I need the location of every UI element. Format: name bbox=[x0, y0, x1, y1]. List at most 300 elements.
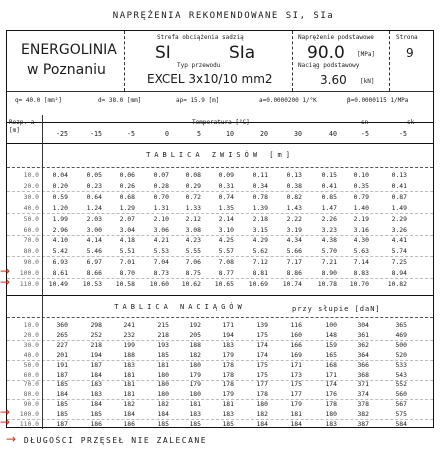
temperature-value: 10 bbox=[226, 130, 234, 138]
table-cell: 178 bbox=[222, 370, 234, 379]
table-cell: 185 bbox=[157, 350, 169, 359]
table-row bbox=[7, 399, 433, 409]
table-cell: 2.07 bbox=[119, 214, 135, 223]
table-cell: 185 bbox=[56, 400, 68, 409]
table-cell: 179 bbox=[222, 350, 234, 359]
company-name: ENERGOLINIA bbox=[21, 42, 117, 58]
table-cell: 0.34 bbox=[252, 181, 268, 190]
table-cell: 181 bbox=[157, 360, 169, 369]
temperature-value: 5 bbox=[197, 130, 201, 138]
table-cell: 0.08 bbox=[185, 171, 201, 179]
table-cell: 6.93 bbox=[52, 258, 68, 267]
table-cell: 10.78 bbox=[317, 280, 337, 288]
table-cell: 0.35 bbox=[353, 181, 369, 190]
temperature-value: -5 bbox=[127, 130, 135, 138]
table-cell: 177 bbox=[290, 390, 302, 399]
table-cell: 181 bbox=[290, 410, 302, 419]
table-cell: 0.85 bbox=[321, 192, 337, 201]
table-cell: 160 bbox=[290, 330, 302, 339]
table-cell: 2.29 bbox=[391, 214, 407, 223]
span-length: 10.0 bbox=[23, 171, 39, 179]
param-q: q= 40.0 [mm²] bbox=[15, 97, 62, 104]
table-cell: 3.23 bbox=[321, 225, 337, 234]
tension-table-subtitle: przy słupie [daN] bbox=[292, 305, 381, 313]
table-cell: 191 bbox=[56, 360, 68, 369]
table-cell: 184 bbox=[123, 410, 135, 419]
table-cell: 177 bbox=[256, 380, 268, 389]
table-cell: 3.00 bbox=[86, 225, 102, 234]
table-cell: 6.97 bbox=[86, 258, 102, 267]
table-cell: 180 bbox=[256, 400, 268, 409]
tension-label: Naciąg podstawowy bbox=[298, 62, 360, 69]
tension-value: 3.60 bbox=[320, 73, 347, 87]
table-cell: 0.38 bbox=[286, 181, 302, 190]
table-cell: 265 bbox=[56, 330, 68, 339]
temperature-header bbox=[7, 115, 433, 144]
table-cell: 3.06 bbox=[153, 225, 169, 234]
table-cell: 1.39 bbox=[252, 203, 268, 212]
table-cell: 8.70 bbox=[119, 269, 135, 278]
table-cell: 0.13 bbox=[286, 171, 302, 179]
table-cell: 171 bbox=[290, 360, 302, 369]
table-cell: 184 bbox=[90, 370, 102, 379]
table-cell: 0.70 bbox=[153, 192, 169, 201]
table-cell: 181 bbox=[123, 370, 135, 379]
table-cell: 218 bbox=[157, 330, 169, 339]
table-cell: 192 bbox=[189, 321, 201, 329]
table-cell: 186 bbox=[90, 420, 102, 428]
zone-value-sia: SIa bbox=[229, 43, 256, 63]
table-cell: 364 bbox=[357, 350, 369, 359]
table-cell: 0.15 bbox=[321, 171, 337, 179]
table-row bbox=[7, 419, 433, 429]
arrow-right-icon: → bbox=[6, 432, 18, 446]
table-row bbox=[7, 320, 433, 330]
table-row bbox=[7, 181, 433, 192]
table-row bbox=[7, 279, 433, 289]
table-cell: 4.38 bbox=[321, 236, 337, 245]
table-cell: 0.79 bbox=[353, 192, 369, 201]
table-cell: 1.35 bbox=[218, 203, 234, 212]
span-length: 50.0 bbox=[23, 360, 39, 369]
table-cell: 148 bbox=[325, 330, 337, 339]
table-cell: 304 bbox=[357, 321, 369, 329]
table-cell: 10.60 bbox=[149, 280, 169, 288]
table-cell: 100 bbox=[325, 321, 337, 329]
table-cell: 1.33 bbox=[185, 203, 201, 212]
table-cell: 575 bbox=[395, 410, 407, 419]
table-cell: 8.90 bbox=[321, 269, 337, 278]
table-cell: 194 bbox=[90, 350, 102, 359]
table-cell: 183 bbox=[325, 420, 337, 428]
table-cell: 0.64 bbox=[86, 192, 102, 201]
temperature-value: 20 bbox=[260, 130, 268, 138]
table-cell: 187 bbox=[56, 420, 68, 428]
table-cell: 215 bbox=[157, 321, 169, 329]
table-cell: 181 bbox=[123, 380, 135, 389]
temperature-value: -5 bbox=[361, 130, 369, 138]
table-cell: 3.26 bbox=[391, 225, 407, 234]
table-row bbox=[7, 235, 433, 245]
table-cell: 298 bbox=[90, 321, 102, 329]
table-row bbox=[7, 268, 433, 279]
table-cell: 232 bbox=[123, 330, 135, 339]
table-cell: 184 bbox=[157, 410, 169, 419]
table-cell: 0.59 bbox=[52, 192, 68, 201]
table-cell: 178 bbox=[256, 390, 268, 399]
table-cell: 0.74 bbox=[218, 192, 234, 201]
table-cell: 10.58 bbox=[115, 280, 135, 288]
table-cell: 173 bbox=[290, 370, 302, 379]
table-cell: 183 bbox=[189, 410, 201, 419]
table-cell: 0.20 bbox=[52, 181, 68, 190]
table-cell: 180 bbox=[157, 390, 169, 399]
table-cell: 171 bbox=[222, 321, 234, 329]
table-cell: 182 bbox=[123, 400, 135, 409]
page-number: 9 bbox=[406, 46, 414, 60]
table-cell: 185 bbox=[56, 410, 68, 419]
table-cell: 5.70 bbox=[321, 247, 337, 256]
stress-value: 90.0 bbox=[307, 43, 345, 63]
table-cell: 187 bbox=[90, 360, 102, 369]
table-cell: 10.65 bbox=[214, 280, 234, 288]
table-cell: 4.21 bbox=[153, 236, 169, 245]
table-cell: 182 bbox=[256, 410, 268, 419]
table-cell: 175 bbox=[290, 380, 302, 389]
conductor-type: EXCEL 3x10/10 mm2 bbox=[147, 72, 273, 86]
table-cell: 201 bbox=[56, 350, 68, 359]
table-cell: 5.55 bbox=[185, 247, 201, 256]
table-row bbox=[7, 192, 433, 202]
page-label: Strona bbox=[396, 34, 418, 41]
header-block bbox=[7, 31, 433, 123]
table-cell: 8.83 bbox=[353, 269, 369, 278]
table-cell: 178 bbox=[222, 360, 234, 369]
table-cell: 183 bbox=[222, 410, 234, 419]
table-cell: 175 bbox=[256, 330, 268, 339]
table-cell: 1.47 bbox=[321, 203, 337, 212]
table-cell: 533 bbox=[395, 360, 407, 369]
table-cell: 0.41 bbox=[391, 181, 407, 190]
table-cell: 0.78 bbox=[252, 192, 268, 201]
span-length: 100.0 bbox=[19, 269, 39, 278]
table-cell: 1.24 bbox=[86, 203, 102, 212]
table-cell: 567 bbox=[395, 400, 407, 409]
table-cell: 560 bbox=[395, 390, 407, 399]
span-length: 50.0 bbox=[23, 214, 39, 223]
table-cell: 3.10 bbox=[218, 225, 234, 234]
table-cell: 10.69 bbox=[248, 280, 268, 288]
temperature-label: Temperatura [°C] bbox=[192, 119, 250, 126]
table-cell: 175 bbox=[256, 360, 268, 369]
table-cell: 183 bbox=[90, 380, 102, 389]
table-cell: 182 bbox=[189, 350, 201, 359]
table-cell: 382 bbox=[357, 410, 369, 419]
table-cell: 181 bbox=[123, 390, 135, 399]
table-cell: 520 bbox=[395, 350, 407, 359]
table-cell: 2.14 bbox=[218, 214, 234, 223]
table-cell: 378 bbox=[357, 400, 369, 409]
table-cell: 4.30 bbox=[353, 236, 369, 245]
table-cell: 1.43 bbox=[286, 203, 302, 212]
table-cell: 2.10 bbox=[153, 214, 169, 223]
table-cell: 7.08 bbox=[218, 258, 234, 267]
company-city: w Poznaniu bbox=[27, 62, 106, 78]
table-cell: 7.06 bbox=[185, 258, 201, 267]
table-cell: 10.70 bbox=[349, 280, 369, 288]
table-cell: 7.17 bbox=[286, 258, 302, 267]
table-cell: 3.19 bbox=[286, 225, 302, 234]
zone-label: Strefa obciążenia sadzią bbox=[157, 34, 244, 41]
conductor-type-label: Typ przewodu bbox=[177, 62, 221, 69]
table-cell: 175 bbox=[256, 370, 268, 379]
table-cell: 183 bbox=[90, 390, 102, 399]
table-cell: 174 bbox=[256, 340, 268, 349]
table-cell: 8.73 bbox=[153, 269, 169, 278]
table-cell: 1.31 bbox=[153, 203, 169, 212]
table-cell: 0.05 bbox=[86, 171, 102, 179]
table-cell: 184 bbox=[290, 420, 302, 428]
table-cell: 181 bbox=[189, 400, 201, 409]
table-cell: 1.99 bbox=[52, 214, 68, 223]
table-cell: 360 bbox=[56, 321, 68, 329]
table-cell: 183 bbox=[222, 340, 234, 349]
arrow-right-icon: → bbox=[0, 275, 11, 289]
temperature-value: -25 bbox=[56, 130, 68, 138]
table-cell: 165 bbox=[325, 350, 337, 359]
span-length: 90.0 bbox=[23, 400, 39, 409]
table-cell: 185 bbox=[56, 380, 68, 389]
table-cell: 3.15 bbox=[252, 225, 268, 234]
table-cell: 205 bbox=[189, 330, 201, 339]
table-cell: 116 bbox=[290, 321, 302, 329]
table-cell: 8.66 bbox=[86, 269, 102, 278]
table-cell: 178 bbox=[325, 400, 337, 409]
table-cell: 185 bbox=[90, 410, 102, 419]
span-length: 20.0 bbox=[23, 181, 39, 190]
table-cell: 241 bbox=[123, 321, 135, 329]
table-cell: 584 bbox=[395, 420, 407, 428]
table-cell: 5.63 bbox=[353, 247, 369, 256]
span-length: 40.0 bbox=[23, 350, 39, 359]
table-cell: 4.29 bbox=[252, 236, 268, 245]
page-title: NAPRĘŻENIA REKOMENDOWANE SI, SIa bbox=[112, 11, 335, 21]
table-cell: 179 bbox=[222, 390, 234, 399]
table-cell: 10.53 bbox=[82, 280, 102, 288]
table-cell: 1.29 bbox=[119, 203, 135, 212]
temperature-values bbox=[7, 129, 433, 139]
arrow-right-icon: → bbox=[0, 405, 11, 420]
table-cell: 183 bbox=[123, 360, 135, 369]
table-cell: 5.46 bbox=[86, 247, 102, 256]
span-length: 110.0 bbox=[19, 280, 39, 288]
table-cell: 5.62 bbox=[252, 247, 268, 256]
table-cell: 180 bbox=[325, 410, 337, 419]
table-cell: 185 bbox=[189, 420, 201, 428]
temperature-value: 40 bbox=[329, 130, 337, 138]
tension-table bbox=[7, 295, 433, 429]
table-cell: 7.25 bbox=[391, 258, 407, 267]
table-cell: 174 bbox=[256, 350, 268, 359]
table-cell: 7.12 bbox=[252, 258, 268, 267]
table-cell: 168 bbox=[325, 360, 337, 369]
table-cell: 5.74 bbox=[391, 247, 407, 256]
table-cell: 174 bbox=[325, 380, 337, 389]
table-cell: 180 bbox=[189, 390, 201, 399]
table-cell: 0.31 bbox=[218, 181, 234, 190]
table-cell: 0.23 bbox=[86, 181, 102, 190]
span-length: 70.0 bbox=[23, 236, 39, 245]
table-cell: 180 bbox=[157, 370, 169, 379]
table-cell: 182 bbox=[157, 400, 169, 409]
span-label: Rozp. a [m] bbox=[9, 119, 35, 134]
table-cell: 4.10 bbox=[52, 236, 68, 245]
table-cell: 2.18 bbox=[252, 214, 268, 223]
stress-unit: [MPa] bbox=[357, 51, 376, 58]
table-cell: 187 bbox=[56, 370, 68, 379]
table-cell: 0.26 bbox=[119, 181, 135, 190]
table-cell: 4.23 bbox=[185, 236, 201, 245]
table-cell: 2.03 bbox=[86, 214, 102, 223]
span-length: 90.0 bbox=[23, 258, 39, 267]
table-cell: 3.08 bbox=[185, 225, 201, 234]
table-cell: 0.06 bbox=[119, 171, 135, 179]
table-row bbox=[7, 340, 433, 350]
table-cell: 193 bbox=[157, 340, 169, 349]
table-cell: 2.26 bbox=[321, 214, 337, 223]
table-cell: 500 bbox=[395, 340, 407, 349]
table-cell: 185 bbox=[157, 420, 169, 428]
table-cell: 169 bbox=[290, 350, 302, 359]
document-frame bbox=[6, 30, 434, 428]
table-cell: 7.14 bbox=[353, 258, 369, 267]
table-cell: 139 bbox=[256, 321, 268, 329]
table-cell: 166 bbox=[290, 340, 302, 349]
span-length: 70.0 bbox=[23, 380, 39, 389]
stress-label: Naprężenie podstawowe bbox=[298, 34, 374, 41]
table-cell: 10.62 bbox=[181, 280, 201, 288]
table-row bbox=[7, 214, 433, 224]
span-length: 60.0 bbox=[23, 370, 39, 379]
table-cell: 0.82 bbox=[286, 192, 302, 201]
table-cell: 184 bbox=[90, 400, 102, 409]
footnote-text: DŁUGOŚCI PRZĘSEŁ NIE ZALECANE bbox=[23, 436, 208, 445]
span-length: 100.0 bbox=[19, 410, 39, 419]
tension-table-title: TABLICA NACIĄGÓW bbox=[114, 303, 246, 311]
table-row bbox=[7, 360, 433, 370]
table-cell: 252 bbox=[90, 330, 102, 339]
table-cell: 0.10 bbox=[353, 171, 369, 179]
table-cell: 4.18 bbox=[119, 236, 135, 245]
table-cell: 176 bbox=[325, 390, 337, 399]
table-cell: 387 bbox=[357, 420, 369, 428]
table-cell: 4.14 bbox=[86, 236, 102, 245]
table-cell: 8.94 bbox=[391, 269, 407, 278]
table-cell: 5.53 bbox=[153, 247, 169, 256]
table-cell: 185 bbox=[222, 420, 234, 428]
table-cell: 188 bbox=[123, 350, 135, 359]
table-cell: 188 bbox=[189, 340, 201, 349]
table-cell: 5.51 bbox=[119, 247, 135, 256]
table-cell: 179 bbox=[189, 380, 201, 389]
table-cell: 7.04 bbox=[153, 258, 169, 267]
temperature-value: -5 bbox=[399, 130, 407, 138]
sag-table-title: TABLICA ZWISÓW [m] bbox=[146, 151, 294, 159]
param-d: d= 38.0 [mm] bbox=[98, 97, 142, 104]
table-cell: 1.49 bbox=[391, 203, 407, 212]
table-cell: 179 bbox=[189, 370, 201, 379]
table-cell: 361 bbox=[357, 330, 369, 339]
table-cell: 8.61 bbox=[52, 269, 68, 278]
sag-table bbox=[7, 143, 433, 296]
table-cell: 0.29 bbox=[185, 181, 201, 190]
table-cell: 469 bbox=[395, 330, 407, 339]
footnote bbox=[6, 432, 207, 446]
table-cell: 4.41 bbox=[391, 236, 407, 245]
span-length: 30.0 bbox=[23, 340, 39, 349]
param-beta: β=0.0000115 1/MPa bbox=[347, 97, 409, 104]
table-cell: 1.20 bbox=[52, 203, 68, 212]
span-length: 10.0 bbox=[23, 321, 39, 329]
span-length: 30.0 bbox=[23, 192, 39, 201]
table-cell: 362 bbox=[357, 340, 369, 349]
temperature-value: -15 bbox=[90, 130, 102, 138]
table-cell: 7.01 bbox=[119, 258, 135, 267]
table-cell: 179 bbox=[290, 400, 302, 409]
table-cell: 5.42 bbox=[52, 247, 68, 256]
table-cell: 227 bbox=[56, 340, 68, 349]
table-cell: 171 bbox=[325, 370, 337, 379]
zone-value-si: SI bbox=[155, 43, 171, 63]
table-cell: 0.09 bbox=[218, 171, 234, 179]
table-cell: 184 bbox=[256, 420, 268, 428]
table-cell: 10.49 bbox=[48, 280, 68, 288]
table-cell: 218 bbox=[90, 340, 102, 349]
span-length: 80.0 bbox=[23, 390, 39, 399]
table-cell: 371 bbox=[357, 380, 369, 389]
table-cell: 2.96 bbox=[52, 225, 68, 234]
table-cell: 199 bbox=[123, 340, 135, 349]
table-cell: 194 bbox=[222, 330, 234, 339]
table-cell: 8.77 bbox=[218, 269, 234, 278]
table-cell: 2.22 bbox=[286, 214, 302, 223]
arrow-right-icon: → bbox=[0, 415, 11, 429]
param-ap: ap= 15.9 [m] bbox=[176, 97, 220, 104]
temperature-value: 0 bbox=[165, 130, 169, 138]
table-cell: 184 bbox=[56, 390, 68, 399]
table-row bbox=[7, 170, 433, 180]
table-row bbox=[7, 379, 433, 389]
table-cell: 4.34 bbox=[286, 236, 302, 245]
table-cell: 0.11 bbox=[252, 171, 268, 179]
table-cell: 2.19 bbox=[353, 214, 369, 223]
table-cell: 0.13 bbox=[391, 171, 407, 179]
table-cell: 0.72 bbox=[185, 192, 201, 201]
param-alpha: a=0.0000200 1/°K bbox=[259, 97, 317, 104]
span-length: 60.0 bbox=[23, 225, 39, 234]
table-cell: 0.07 bbox=[153, 171, 169, 179]
table-cell: 181 bbox=[222, 400, 234, 409]
table-cell: 368 bbox=[357, 370, 369, 379]
table-cell: 0.28 bbox=[153, 181, 169, 190]
table-cell: 0.41 bbox=[321, 181, 337, 190]
table-cell: 180 bbox=[157, 380, 169, 389]
table-cell: 2.12 bbox=[185, 214, 201, 223]
span-length: 20.0 bbox=[23, 330, 39, 339]
table-cell: 10.82 bbox=[387, 280, 407, 288]
sn-label: sn bbox=[361, 119, 369, 126]
table-cell: 366 bbox=[357, 360, 369, 369]
